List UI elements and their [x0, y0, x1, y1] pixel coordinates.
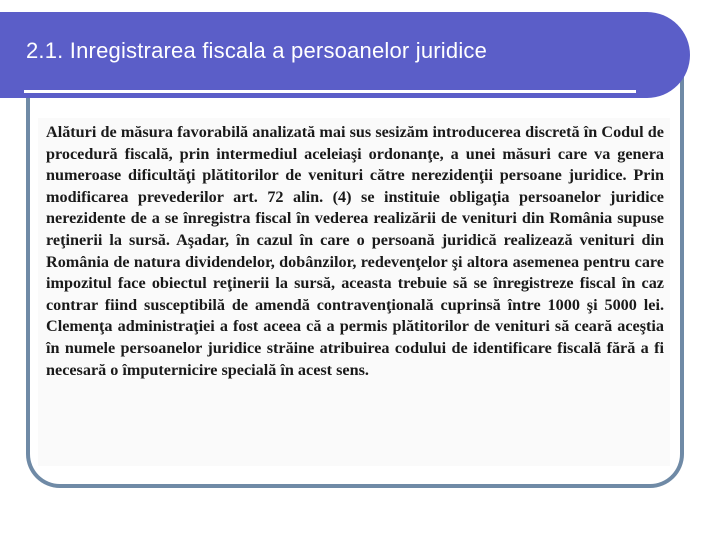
- slide-title: 2.1. Inregistrarea fiscala a persoanelor juridice: [26, 38, 488, 63]
- title-underline: [24, 90, 636, 93]
- body-paragraph: Alături de măsura favorabilă analizată mai sus sesizăm introducerea discretă în Codul de procedură fiscală, prin intermediul aceleiaşi ordonanţe, a unei măsuri care va genera numeroase dificultăţi plătitorilor de venituri către nerezidenţii persoane juridice. Prin modificarea prevederilor art. 72 alin. (4) se instituie obligaţia persoanelor juridice nerezidente de a se înregistra fiscal în vederea realizării de venituri din România supuse reţinerii la sursă. Aşadar, în cazul în care o persoană juridică realizează venituri din România de natura dividendelor, dobânzilor, redevenţelor şi altora asemenea pentru care impozitul face obiectul reţinerii la sursă, aceasta trebuie să se înregistreze fiscal în caz contrar fiind susceptibilă de amendă contravenţională cuprinsă între 1000 şi 5000 lei. Clemenţa administraţiei a fost aceea că a permis plătitorilor de venituri să ceară aceştia în numele persoanelor juridice străine atribuirea codului de identificare fiscală fără a fi necesară o împuternicire specială în acest sens.: [46, 123, 664, 379]
- scanned-text-image: [38, 118, 670, 466]
- title-banner: [0, 12, 690, 98]
